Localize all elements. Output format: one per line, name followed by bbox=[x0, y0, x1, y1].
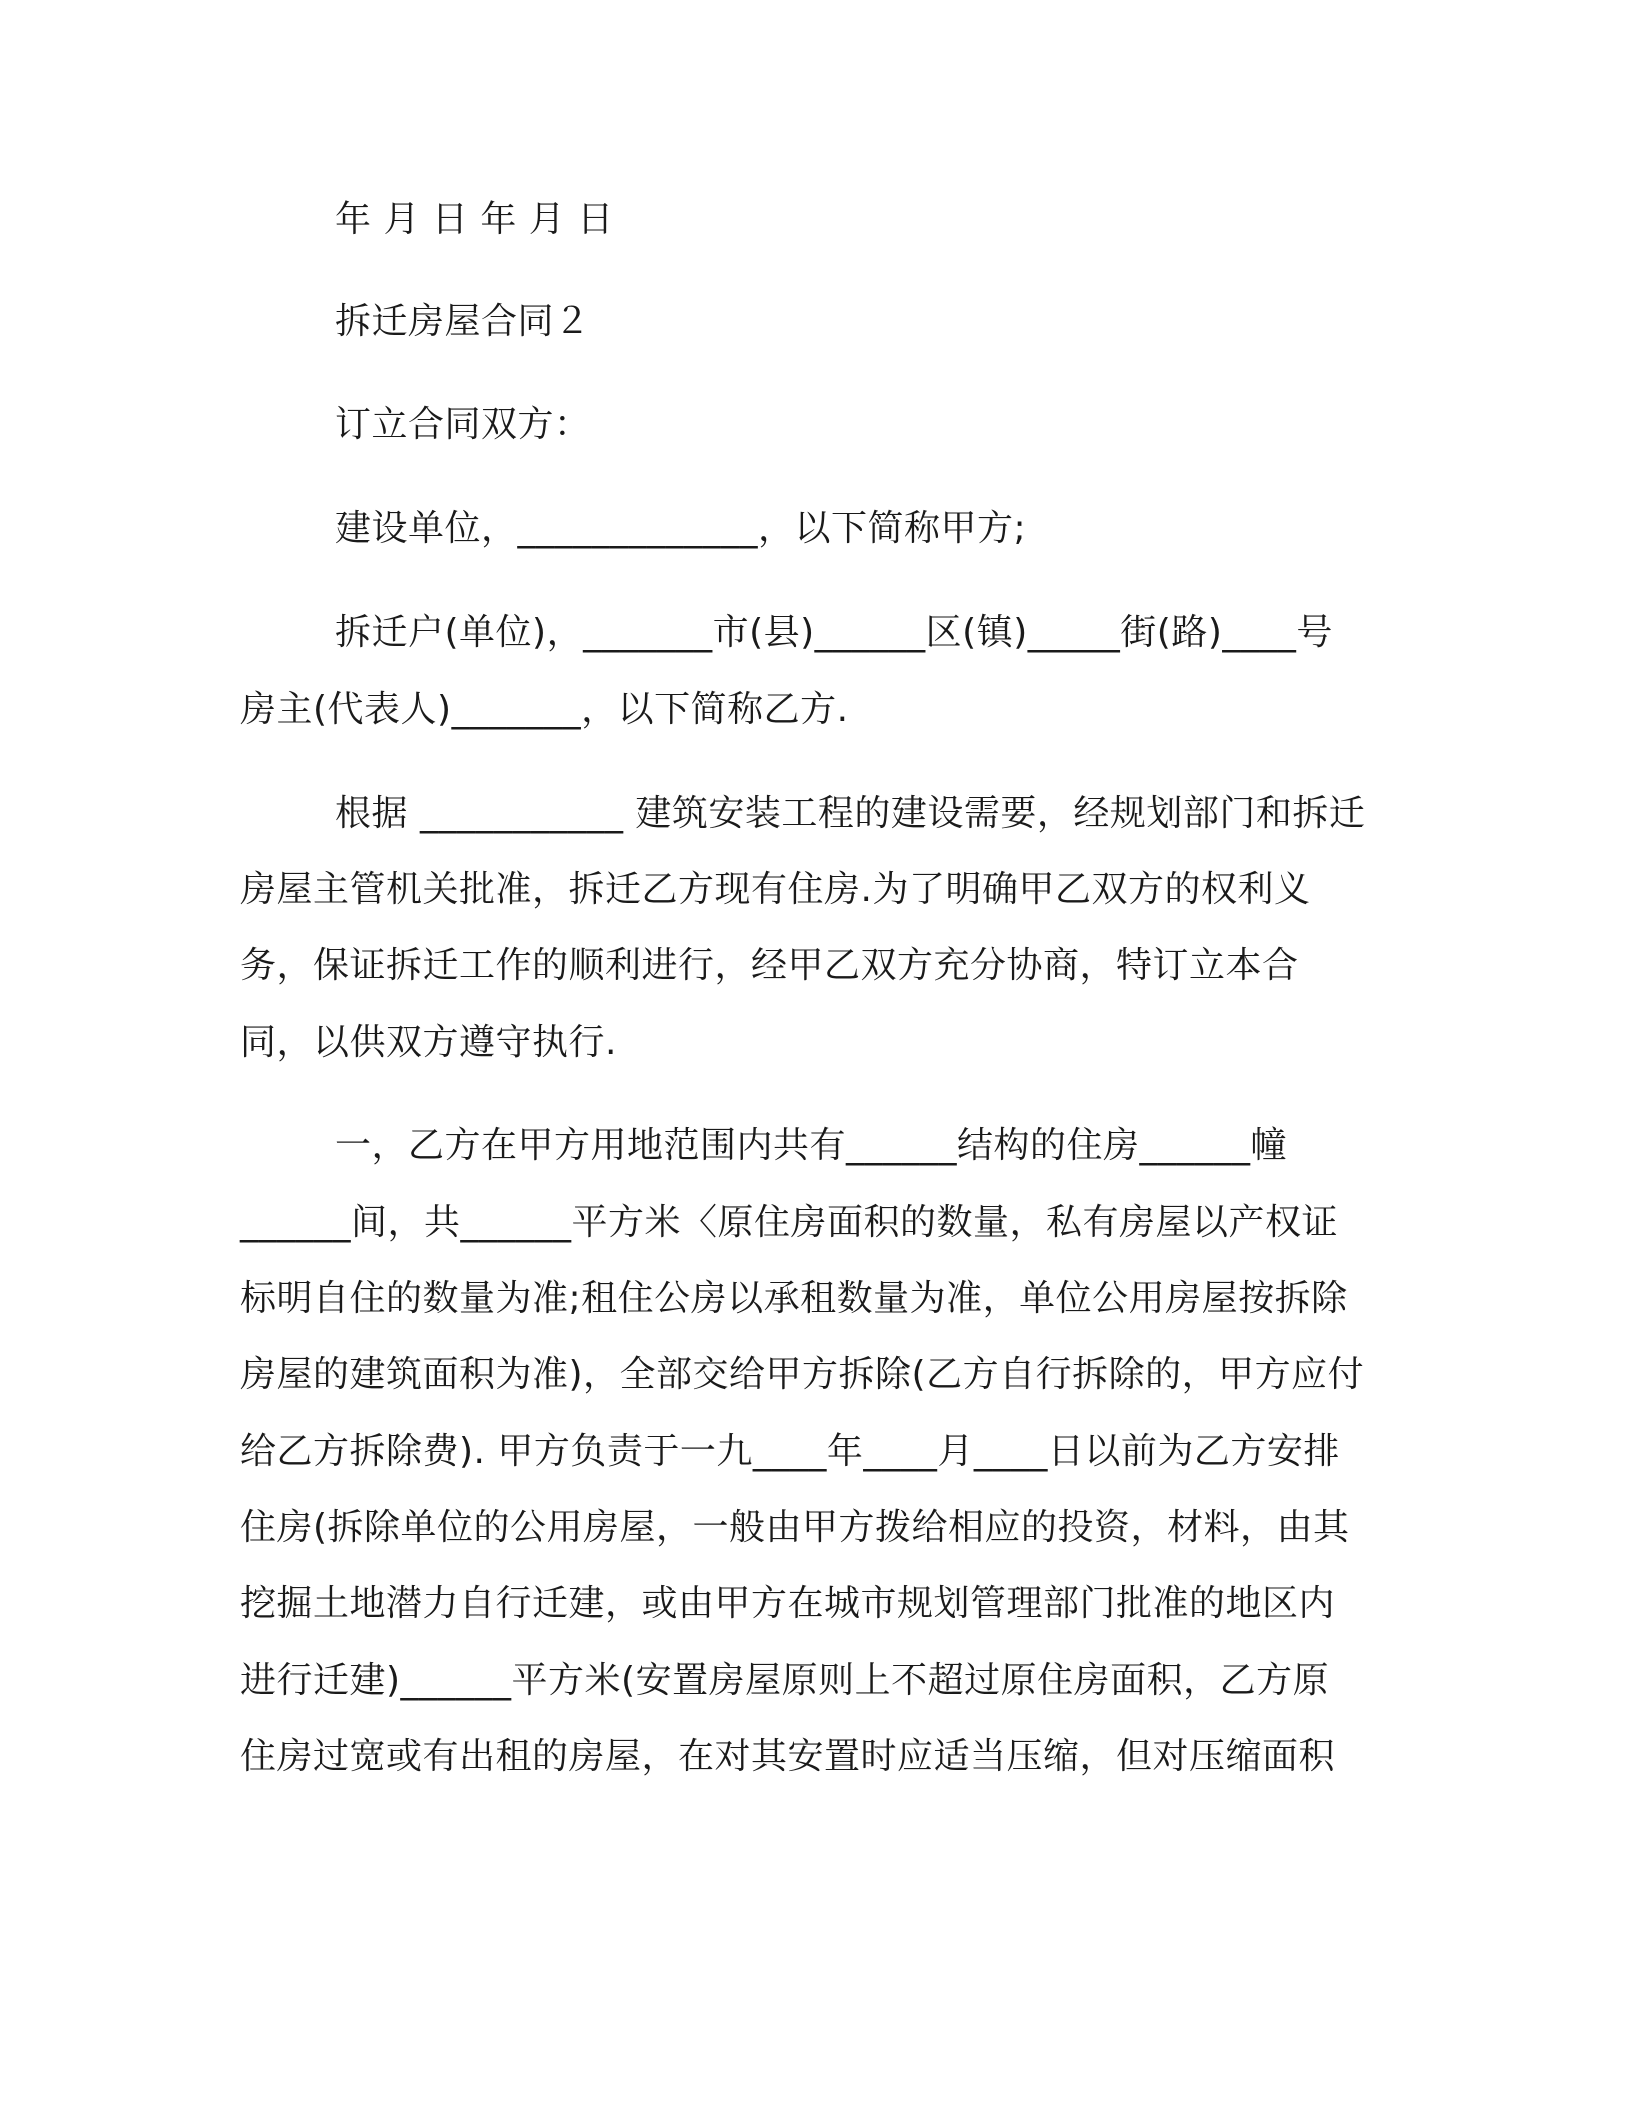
clause-line: 房屋的建筑面积为准)，全部交给甲方拆除(乙方自行拆除的，甲方应付 bbox=[240, 1354, 1365, 1395]
clause-line: 住房过宽或有出租的房屋，在对其安置时应适当压缩，但对压缩面积 bbox=[240, 1736, 1336, 1777]
date-line: 年 月 日 年 月 日 bbox=[335, 199, 614, 240]
clause-line: 标明自住的数量为准;租住公房以承租数量为准，单位公用房屋按拆除 bbox=[240, 1278, 1348, 1319]
party-b-line-2: 房主(代表人)_______，以下简称乙方. bbox=[240, 689, 849, 730]
preamble-line: 务，保证拆迁工作的顺利进行，经甲乙双方充分协商，特订立本合 bbox=[240, 945, 1299, 986]
clause-line: ______间，共______平方米〈原住房面积的数量，私有房屋以产权证 bbox=[240, 1202, 1339, 1243]
preamble-line: 根据 ___________ 建筑安装工程的建设需要，经规划部门和拆迁 bbox=[335, 793, 1366, 834]
preamble-line: 房屋主管机关批准，拆迁乙方现有住房.为了明确甲乙双方的权利义 bbox=[240, 869, 1311, 910]
clause-line: 给乙方拆除费). 甲方负责于一九____年____月____日以前为乙方安排 bbox=[240, 1431, 1340, 1472]
clause-line: 挖掘土地潜力自行迁建，或由甲方在城市规划管理部门批准的地区内 bbox=[240, 1583, 1336, 1624]
clause-line: 一，乙方在甲方用地范围内共有______结构的住房______幢 bbox=[335, 1125, 1288, 1166]
party-a-line: 建设单位，_____________，以下简称甲方; bbox=[335, 508, 1027, 549]
clause-line: 进行迁建)______平方米(安置房屋原则上不超过原住房面积，乙方原 bbox=[240, 1660, 1330, 1701]
parties-heading: 订立合同双方： bbox=[335, 404, 591, 445]
preamble-line: 同，以供双方遵守执行. bbox=[240, 1022, 617, 1063]
clause-line: 住房(拆除单位的公用房屋，一般由甲方拨给相应的投资，材料，由其 bbox=[240, 1507, 1350, 1548]
party-b-line-1: 拆迁户(单位)，_______市(县)______区(镇)_____街(路)____号 bbox=[335, 612, 1333, 653]
contract-title: 拆迁房屋合同２ bbox=[335, 301, 591, 342]
